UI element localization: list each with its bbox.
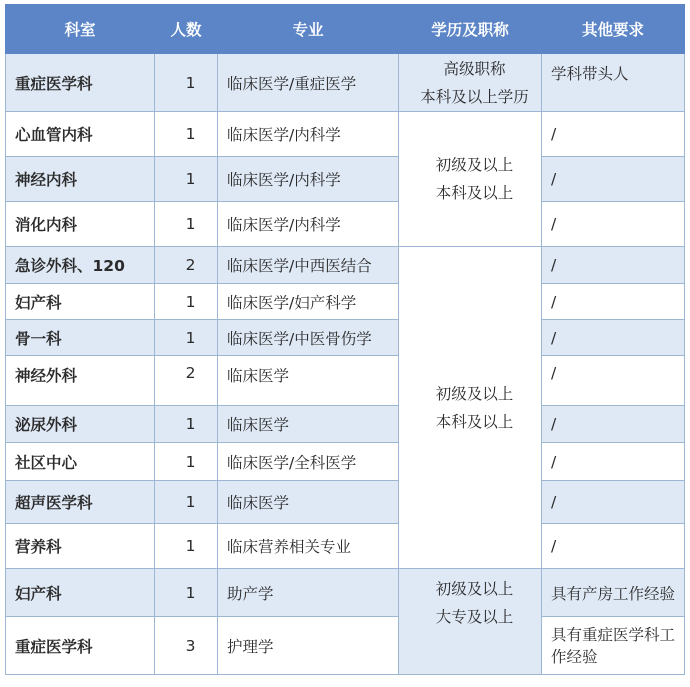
header-count: 人数: [155, 5, 218, 54]
cell-major: 临床医学/妇产科学: [218, 284, 399, 320]
header-other: 其他要求: [542, 5, 685, 54]
cell-other: /: [542, 524, 685, 569]
header-education: 学历及职称: [399, 5, 542, 54]
cell-other: [542, 617, 685, 675]
cell-other: /: [542, 202, 685, 247]
education-line: 本科及以上学历: [420, 87, 529, 106]
education-line: 本科及以上: [435, 184, 514, 202]
education-line: 初级及以上: [435, 580, 514, 598]
cell-department: 营养科: [6, 524, 155, 569]
cell-count: 1: [155, 54, 218, 112]
table-row: [6, 356, 685, 406]
table-row: [6, 284, 685, 320]
cell-count: 1: [155, 157, 218, 202]
cell-count: 1: [155, 284, 218, 320]
education-line: 本科及以上: [435, 412, 514, 431]
cell-major: 临床医学/内科学: [218, 157, 399, 202]
table-row: [6, 320, 685, 356]
cell-department: 神经外科: [6, 356, 155, 406]
cell-count: 1: [155, 320, 218, 356]
cell-education: [399, 247, 542, 569]
other-line: 具有重症医学科工: [551, 625, 676, 644]
cell-department: 妇产科: [6, 284, 155, 320]
table-row: [6, 481, 685, 524]
cell-department: 泌尿外科: [6, 406, 155, 443]
other-line: 作经验: [551, 647, 598, 666]
table-row: [6, 443, 685, 481]
table-row: [6, 569, 685, 617]
cell-major: 临床医学/内科学: [218, 202, 399, 247]
cell-count: 1: [155, 202, 218, 247]
education-line: 高级职称: [443, 59, 506, 78]
cell-other: /: [542, 406, 685, 443]
cell-education: [399, 54, 542, 112]
cell-count: 1: [155, 443, 218, 481]
cell-other: /: [542, 481, 685, 524]
cell-department: 重症医学科: [6, 54, 155, 112]
cell-other: /: [542, 247, 685, 284]
cell-major: 临床医学/内科学: [218, 112, 399, 157]
cell-major: 护理学: [218, 617, 399, 675]
cell-major: 临床医学/中医骨伤学: [218, 320, 399, 356]
cell-major: 临床医学: [218, 481, 399, 524]
cell-other: 学科带头人: [542, 54, 685, 112]
cell-other: /: [542, 157, 685, 202]
cell-education: [399, 112, 542, 247]
recruitment-table: [5, 4, 685, 675]
table-row: [6, 406, 685, 443]
cell-other: /: [542, 112, 685, 157]
education-line: 初级及以上: [435, 156, 514, 174]
cell-count: 2: [155, 247, 218, 284]
cell-department: 急诊外科、120: [6, 247, 155, 284]
education-line: 初级及以上: [435, 384, 514, 403]
cell-department: 消化内科: [6, 202, 155, 247]
cell-count: 2: [155, 356, 218, 406]
cell-count: 3: [155, 617, 218, 675]
cell-department: 社区中心: [6, 443, 155, 481]
table-row: [6, 157, 685, 202]
cell-major: 助产学: [218, 569, 399, 617]
education-line: 大专及以上: [435, 608, 514, 626]
cell-count: 1: [155, 481, 218, 524]
cell-major: 临床医学: [218, 356, 399, 406]
cell-other: /: [542, 320, 685, 356]
table-header-row: [6, 5, 685, 54]
cell-major: 临床医学/中西医结合: [218, 247, 399, 284]
table-row: [6, 247, 685, 284]
cell-other: /: [542, 284, 685, 320]
cell-department: 超声医学科: [6, 481, 155, 524]
cell-education: [399, 569, 542, 675]
cell-count: 1: [155, 406, 218, 443]
cell-department: 骨一科: [6, 320, 155, 356]
cell-department: 妇产科: [6, 569, 155, 617]
cell-count: 1: [155, 569, 218, 617]
table-row: [6, 202, 685, 247]
cell-other: /: [542, 356, 685, 406]
cell-major: 临床医学: [218, 406, 399, 443]
cell-department: 神经内科: [6, 157, 155, 202]
cell-other: /: [542, 443, 685, 481]
header-department: 科室: [6, 5, 155, 54]
cell-major: 临床医学/全科医学: [218, 443, 399, 481]
cell-count: 1: [155, 524, 218, 569]
cell-major: 临床营养相关专业: [218, 524, 399, 569]
cell-department: 心血管内科: [6, 112, 155, 157]
cell-count: 1: [155, 112, 218, 157]
cell-major: 临床医学/重症医学: [218, 54, 399, 112]
table-row: [6, 54, 685, 112]
table-row: [6, 617, 685, 675]
header-major: 专业: [218, 5, 399, 54]
cell-department: 重症医学科: [6, 617, 155, 675]
table-row: [6, 524, 685, 569]
table-row: [6, 112, 685, 157]
cell-other: 具有产房工作经验: [542, 569, 685, 617]
